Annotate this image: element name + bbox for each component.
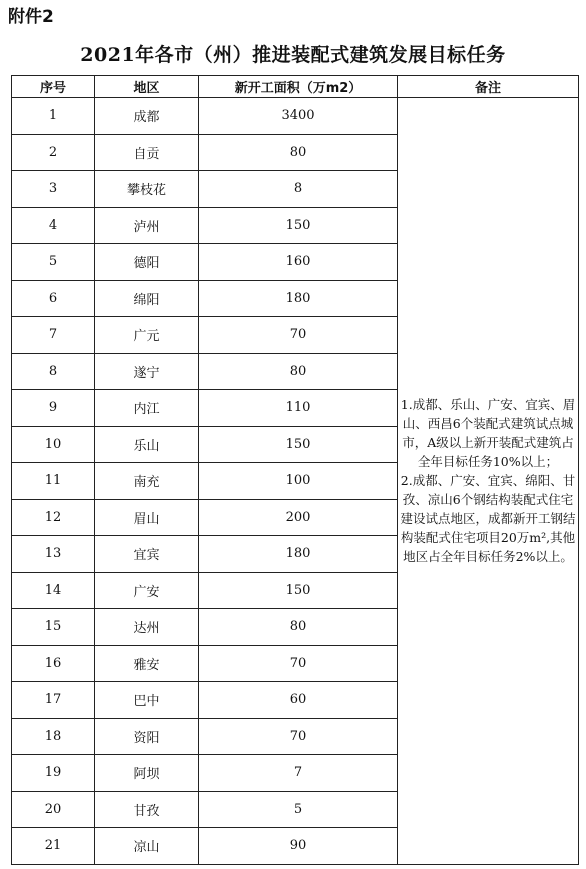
region-cell: 德阳 bbox=[95, 244, 199, 281]
row-number-cell: 15 bbox=[12, 609, 95, 646]
row-number-cell: 7 bbox=[12, 317, 95, 354]
row-number-cell: 21 bbox=[12, 828, 95, 865]
row-number-cell: 6 bbox=[12, 280, 95, 317]
region-cell: 内江 bbox=[95, 390, 199, 427]
area-cell: 150 bbox=[199, 207, 398, 244]
area-cell: 90 bbox=[199, 828, 398, 865]
row-number-cell: 3 bbox=[12, 171, 95, 208]
row-number-cell: 16 bbox=[12, 645, 95, 682]
region-cell: 自贡 bbox=[95, 134, 199, 171]
region-cell: 广安 bbox=[95, 572, 199, 609]
area-cell: 3400 bbox=[199, 98, 398, 135]
area-cell: 160 bbox=[199, 244, 398, 281]
column-header-number: 序号 bbox=[12, 76, 95, 98]
row-number-cell: 14 bbox=[12, 572, 95, 609]
area-cell: 180 bbox=[199, 536, 398, 573]
row-number-cell: 2 bbox=[12, 134, 95, 171]
column-header-notes: 备注 bbox=[398, 76, 579, 98]
row-number-cell: 13 bbox=[12, 536, 95, 573]
row-number-cell: 9 bbox=[12, 390, 95, 427]
area-cell: 5 bbox=[199, 791, 398, 828]
row-number-cell: 10 bbox=[12, 426, 95, 463]
area-cell: 70 bbox=[199, 645, 398, 682]
region-cell: 资阳 bbox=[95, 718, 199, 755]
area-cell: 8 bbox=[199, 171, 398, 208]
region-cell: 达州 bbox=[95, 609, 199, 646]
document-title: 2021年各市（州）推进装配式建筑发展目标任务 bbox=[80, 44, 506, 66]
attachment-label: 附件2 bbox=[8, 7, 54, 27]
row-number-cell: 4 bbox=[12, 207, 95, 244]
row-number-cell: 8 bbox=[12, 353, 95, 390]
area-cell: 200 bbox=[199, 499, 398, 536]
row-number-cell: 19 bbox=[12, 755, 95, 792]
table-header-row bbox=[12, 76, 579, 98]
region-cell: 绵阳 bbox=[95, 280, 199, 317]
region-cell: 凉山 bbox=[95, 828, 199, 865]
region-cell: 雅安 bbox=[95, 645, 199, 682]
region-cell: 泸州 bbox=[95, 207, 199, 244]
row-number-cell: 1 bbox=[12, 98, 95, 135]
area-cell: 80 bbox=[199, 134, 398, 171]
area-cell: 7 bbox=[199, 755, 398, 792]
area-cell: 70 bbox=[199, 317, 398, 354]
column-header-area: 新开工面积（万m2） bbox=[199, 76, 398, 98]
area-cell: 110 bbox=[199, 390, 398, 427]
row-number-cell: 11 bbox=[12, 463, 95, 500]
note-paragraph: 1.成都、乐山、广安、宜宾、眉山、西昌6个装配式建筑试点城市，A级以上新开装配式建筑占全年目标任务10%以上； bbox=[400, 397, 576, 470]
table-body bbox=[12, 98, 579, 865]
area-cell: 80 bbox=[199, 609, 398, 646]
region-cell: 宜宾 bbox=[95, 536, 199, 573]
area-cell: 180 bbox=[199, 280, 398, 317]
region-cell: 遂宁 bbox=[95, 353, 199, 390]
row-number-cell: 18 bbox=[12, 718, 95, 755]
area-cell: 80 bbox=[199, 353, 398, 390]
row-number-cell: 20 bbox=[12, 791, 95, 828]
region-cell: 甘孜 bbox=[95, 791, 199, 828]
area-cell: 60 bbox=[199, 682, 398, 719]
note-paragraph: 2.成都、广安、宜宾、绵阳、甘孜、凉山6个钢结构装配式住宅建设试点地区，成都新开工钢结构装配式住宅项目20万m²,其他地区占全年目标任务2%以上。 bbox=[400, 473, 576, 565]
row-number-cell: 5 bbox=[12, 244, 95, 281]
area-cell: 70 bbox=[199, 718, 398, 755]
table-row bbox=[12, 98, 579, 135]
region-cell: 巴中 bbox=[95, 682, 199, 719]
column-header-region: 地区 bbox=[95, 76, 199, 98]
area-cell: 150 bbox=[199, 426, 398, 463]
region-cell: 攀枝花 bbox=[95, 171, 199, 208]
area-cell: 100 bbox=[199, 463, 398, 500]
region-cell: 眉山 bbox=[95, 499, 199, 536]
row-number-cell: 17 bbox=[12, 682, 95, 719]
row-number-cell: 12 bbox=[12, 499, 95, 536]
region-cell: 乐山 bbox=[95, 426, 199, 463]
area-cell: 150 bbox=[199, 572, 398, 609]
region-cell: 南充 bbox=[95, 463, 199, 500]
region-cell: 成都 bbox=[95, 98, 199, 135]
targets-table bbox=[11, 75, 579, 865]
notes-cell bbox=[398, 98, 579, 865]
region-cell: 阿坝 bbox=[95, 755, 199, 792]
region-cell: 广元 bbox=[95, 317, 199, 354]
